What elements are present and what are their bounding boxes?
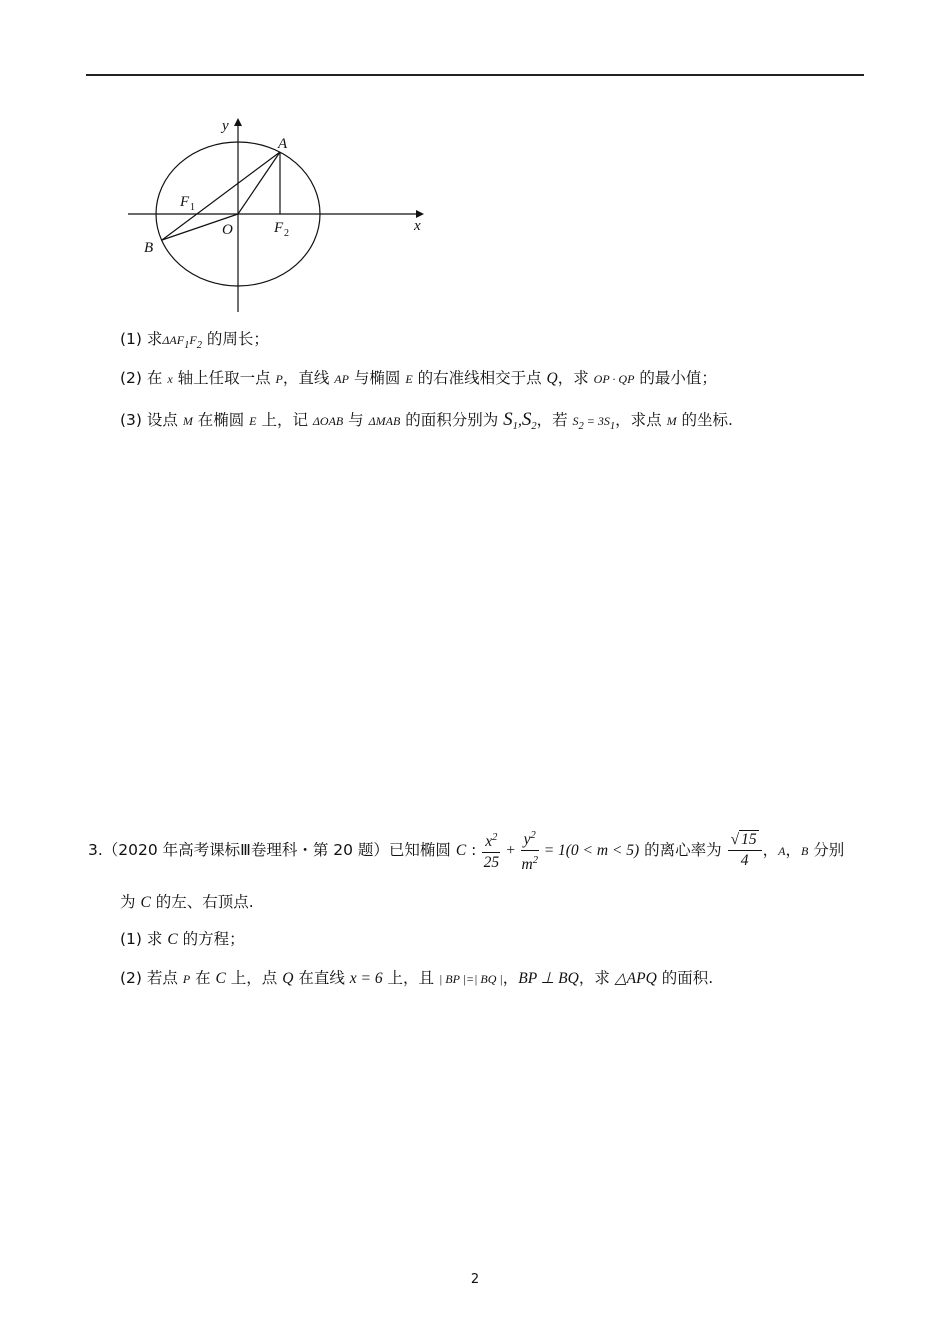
problem3-header: 3.（2020 年高考课标Ⅲ卷理科・第 20 题）已知椭圆 C : $\frac{x^2}{25}$ + $\frac{y^2}{m^2}$ = 1(0 < m < 5) 的离心率为 $\frac{√ 15}{4}$ ，A，B 分别 [88,826,844,875]
label-F1-sub: 1 [190,202,195,213]
label-F1: F [180,194,190,210]
ellipse-figure [120,108,430,318]
problem2-question2: (2) 在 x 轴上任取一点 P，直线 AP 与椭圆 E 的右准线相交于点 Q，求 OP · QP 的最小值； [120,369,717,387]
page-number: 2 [470,1272,480,1287]
label-O: O [222,222,233,238]
label-x: x [414,218,421,234]
problem3-question1: (1) 求 C 的方程； [120,930,245,948]
problem2-question1: (1) 求$\Delta AF_1F_2$ 的周长； [120,330,269,352]
header-rule [86,74,864,76]
segment-OA [238,152,280,214]
label-y: y [222,118,229,134]
x-axis-arrow [416,210,424,218]
label-B: B [144,240,154,256]
problem3-continuation: 为 C 的左、右顶点. [120,893,254,911]
label-A: A [278,136,288,152]
problem3-question2: (2) 若点 P 在 C 上，点 Q 在直线 x = 6 上，且 | BP |=| BQ |，BP ⊥ BQ，求 △APQ 的面积. [120,969,714,987]
fraction-x2-over-25: $\frac{x^2}{25}$ [482,828,500,873]
label-F2-sub: 2 [284,228,289,239]
fraction-sqrt15-over-4: $\frac{√ 15}{4}$ [728,830,762,871]
fraction-y2-over-m2: $\frac{y^2}{m^2}$ [521,826,539,875]
y-axis-arrow [234,118,242,126]
label-F2: F [274,220,284,236]
problem2-question3: (3) 设点 M 在椭圆 E 上，记 ΔOAB 与 ΔMAB 的面积分别为 $S_1,S_2$，若 $S_2 = 3S_1$，求点 M 的坐标. [120,409,733,433]
